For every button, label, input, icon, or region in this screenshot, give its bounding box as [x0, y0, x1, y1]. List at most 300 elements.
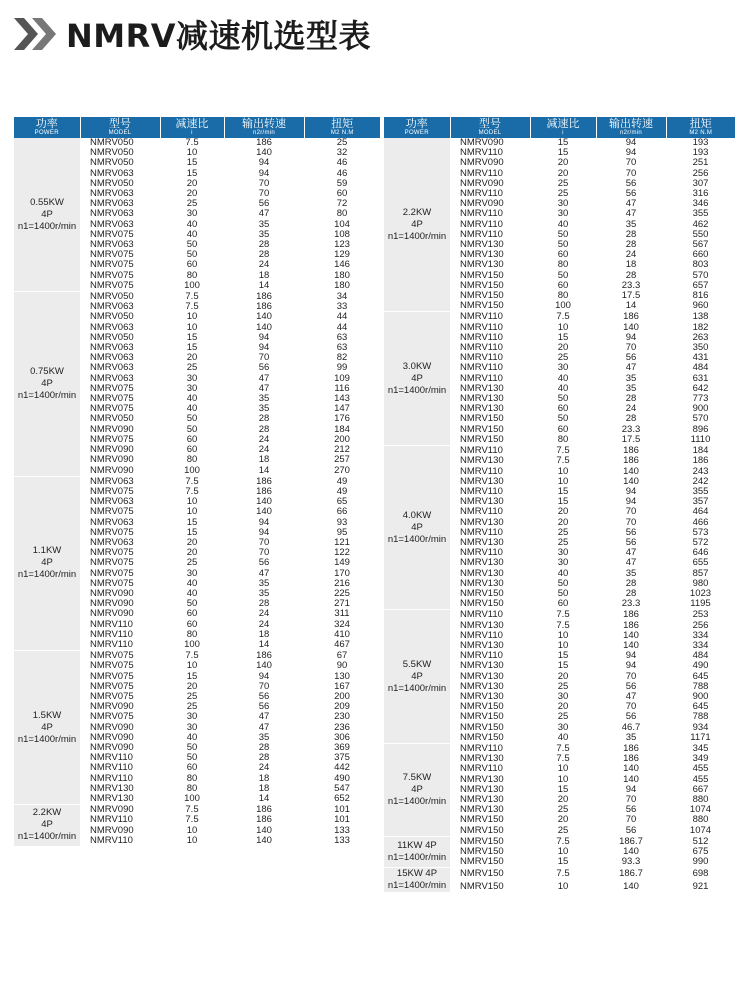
power-group-cell: [14, 805, 80, 846]
ratio-cell: 60: [530, 404, 596, 414]
model-cell: NMRV130: [460, 620, 504, 631]
ratio-cell: 7.5: [530, 312, 596, 323]
table-row: [384, 446, 735, 457]
model-cell: NMRV110: [450, 467, 530, 477]
ratio-cell: 30: [160, 384, 224, 394]
model-cell: NMRV150: [450, 712, 530, 722]
model-cell: NMRV050: [90, 332, 134, 343]
ratio-cell: 80: [530, 260, 596, 270]
torque-cell: 34: [304, 292, 380, 303]
speed-cell: 28: [224, 753, 304, 763]
speed-cell: 47: [625, 209, 637, 220]
power-group-cell: [14, 138, 80, 292]
model-cell: NMRV075: [80, 487, 160, 497]
model-cell: NMRV150: [460, 847, 504, 858]
model-cell: NMRV063: [80, 220, 160, 230]
power-label: 2.2KW: [32, 807, 62, 819]
ratio-cell: 30: [557, 722, 569, 733]
ratio-cell: 40: [530, 569, 596, 579]
torque-cell: 108: [334, 229, 350, 240]
ratio-cell: 25: [557, 681, 569, 692]
speed-cell: 47: [625, 558, 637, 569]
power-group-cell: [384, 312, 450, 446]
model-cell: NMRV150: [460, 270, 504, 281]
torque-cell: 1195: [690, 599, 711, 610]
torque-cell: 660: [692, 250, 709, 261]
speed-cell: 56: [224, 692, 304, 702]
power-label: 1.1KW: [32, 545, 62, 557]
ratio-cell: 50: [160, 425, 224, 435]
speed-cell: 47: [224, 569, 304, 579]
torque-cell: 645: [692, 702, 709, 713]
model-cell: NMRV075: [80, 651, 160, 662]
model-cell: NMRV130: [460, 578, 504, 589]
speed-cell: 17.5: [621, 291, 641, 302]
speed-cell: 56: [625, 681, 637, 692]
ratio-cell: 30: [530, 199, 596, 209]
speed-cell: 14: [224, 794, 304, 805]
ratio-cell: 20: [557, 702, 569, 713]
torque-cell: 900: [666, 404, 735, 414]
ratio-cell: 100: [160, 466, 224, 477]
power-label: 4P: [411, 218, 423, 230]
torque-cell: 230: [304, 712, 380, 722]
ratio-cell: 80: [186, 270, 198, 281]
speed-cell: 186: [224, 302, 304, 312]
ratio-cell: 10: [186, 497, 198, 508]
torque-cell: 442: [334, 763, 350, 774]
ratio-cell: 10: [530, 467, 596, 477]
ratio-cell: 40: [186, 578, 198, 589]
model-cell: NMRV050: [90, 414, 134, 425]
speed-cell: 56: [596, 179, 666, 189]
model-cell: NMRV130: [460, 476, 504, 487]
ratio-cell: 10: [557, 847, 569, 858]
torque-cell: 25: [304, 138, 380, 148]
model-cell: NMRV110: [450, 363, 530, 373]
power-label: 15KW 4P: [396, 868, 438, 880]
torque-cell: 186: [692, 456, 709, 467]
torque-cell: 369: [334, 742, 350, 753]
model-cell: NMRV130: [450, 384, 530, 394]
speed-cell: 23.3: [621, 599, 641, 610]
speed-cell: 35: [224, 733, 304, 743]
torque-cell: 466: [692, 517, 709, 528]
model-cell: NMRV130: [450, 260, 530, 270]
speed-cell: 56: [258, 558, 270, 569]
torque-cell: 462: [666, 220, 735, 230]
ratio-cell: 60: [186, 763, 198, 774]
model-cell: NMRV130: [460, 250, 504, 261]
torque-cell: 934: [692, 722, 709, 733]
model-cell: NMRV075: [90, 434, 134, 445]
torque-cell: 1110: [690, 434, 711, 445]
ratio-cell: 20: [186, 681, 198, 692]
ratio-cell: 25: [557, 353, 569, 364]
torque-cell: 182: [666, 323, 735, 333]
speed-cell: 94: [596, 651, 666, 661]
model-cell: NMRV130: [450, 754, 530, 764]
ratio-cell: 100: [160, 281, 224, 292]
ratio-cell: 7.5: [160, 302, 224, 312]
power-label: 11KW 4P: [397, 840, 437, 852]
model-cell: NMRV150: [450, 815, 530, 825]
speed-cell: 94: [224, 343, 304, 353]
table-row: [384, 743, 735, 754]
torque-cell: 1171: [666, 733, 735, 744]
model-cell: NMRV130: [460, 784, 504, 795]
torque-cell: 146: [304, 260, 380, 270]
model-cell: NMRV075: [80, 281, 160, 292]
model-cell: NMRV050: [90, 312, 134, 323]
power-group-cell: [384, 446, 450, 610]
table-divider: [381, 117, 382, 967]
ratio-cell: 40: [186, 394, 198, 405]
speed-cell: 47: [224, 712, 304, 722]
power-group-cell: [384, 138, 450, 312]
torque-cell: 149: [334, 558, 350, 569]
ratio-cell: 7.5: [160, 138, 224, 148]
ratio-cell: 7.5: [556, 456, 570, 467]
speed-cell: 18: [224, 774, 304, 784]
ratio-cell: 30: [160, 569, 224, 579]
speed-cell: 14: [224, 281, 304, 292]
header-power: 功率 POWER: [14, 117, 80, 138]
ratio-cell: 40: [160, 404, 224, 414]
ratio-cell: 100: [160, 794, 224, 805]
ratio-cell: 7.5: [530, 446, 596, 457]
model-cell: NMRV110: [450, 610, 530, 621]
ratio-cell: 10: [186, 148, 198, 159]
ratio-cell: 10: [530, 631, 596, 641]
model-cell: NMRV110: [460, 168, 503, 179]
torque-cell: 896: [666, 425, 735, 435]
speed-cell: 28: [625, 229, 637, 240]
speed-cell: 93.3: [596, 857, 666, 868]
ratio-cell: 20: [186, 537, 198, 548]
model-cell: NMRV150: [450, 857, 530, 868]
power-label: 4P: [411, 521, 423, 533]
torque-cell: 66: [304, 507, 380, 517]
torque-cell: 1074: [689, 825, 712, 836]
power-label: 4P: [411, 783, 423, 795]
model-cell: NMRV130: [450, 404, 530, 414]
torque-cell: 184: [666, 446, 735, 457]
model-cell: NMRV150: [450, 733, 530, 744]
model-cell: NMRV110: [460, 764, 503, 775]
torque-cell: 645: [666, 672, 735, 682]
model-cell: NMRV063: [90, 168, 134, 179]
model-cell: NMRV063: [90, 373, 134, 384]
ratio-cell: 20: [186, 189, 198, 200]
speed-cell: 47: [596, 548, 666, 558]
torque-cell: 349: [666, 754, 735, 764]
speed-cell: 14: [596, 301, 666, 312]
model-cell: NMRV090: [450, 179, 530, 189]
speed-cell: 70: [596, 158, 666, 168]
speed-cell: 140: [256, 661, 272, 672]
model-cell: NMRV063: [90, 517, 134, 528]
table-header-row: [14, 117, 380, 138]
model-cell: NMRV150: [460, 825, 504, 836]
ratio-cell: 50: [186, 599, 198, 610]
speed-cell: 28: [596, 589, 666, 599]
speed-cell: 18: [258, 455, 270, 466]
speed-cell: 140: [596, 323, 666, 333]
table-row: [14, 805, 380, 816]
model-cell: NMRV110: [450, 631, 530, 641]
header-ratio: 减速比 i: [160, 117, 224, 138]
speed-cell: 94: [625, 661, 637, 672]
torque-cell: 570: [692, 414, 709, 425]
model-cell: NMRV110: [450, 323, 530, 333]
torque-cell: 129: [334, 250, 350, 261]
model-cell: NMRV130: [450, 692, 530, 702]
torque-cell: 82: [336, 353, 348, 364]
torque-cell: 921: [666, 881, 735, 893]
power-label: n1=1400r/min: [387, 852, 447, 864]
speed-cell: 47: [258, 209, 270, 220]
page-header: [12, 10, 371, 58]
speed-cell: 56: [625, 353, 637, 364]
torque-cell: 63: [336, 332, 348, 343]
model-cell: NMRV075: [90, 578, 134, 589]
ratio-cell: 40: [160, 220, 224, 230]
speed-cell: 70: [596, 672, 666, 682]
model-cell: NMRV130: [460, 497, 504, 508]
speed-cell: 24: [224, 260, 304, 270]
torque-cell: 101: [304, 805, 380, 816]
power-label: 4P: [41, 377, 53, 389]
power-group-cell: [14, 651, 80, 805]
speed-cell: 94: [625, 497, 637, 508]
power-label: 4P: [41, 721, 53, 733]
speed-cell: 56: [596, 712, 666, 722]
model-cell: NMRV090: [80, 425, 160, 435]
torque-cell: 788: [692, 681, 709, 692]
speed-cell: 186: [596, 312, 666, 323]
torque-cell: 116: [304, 384, 380, 394]
torque-cell: 270: [304, 466, 380, 477]
speed-cell: 94: [625, 148, 637, 159]
speed-cell: 186: [596, 754, 666, 764]
ratio-cell: 10: [160, 507, 224, 517]
ratio-cell: 7.5: [160, 476, 224, 487]
torque-cell: 176: [334, 414, 350, 425]
model-cell: NMRV150: [460, 702, 504, 713]
ratio-cell: 30: [530, 692, 596, 702]
ratio-cell: 80: [557, 291, 569, 302]
speed-cell: 140: [623, 764, 639, 775]
torque-cell: 960: [666, 301, 735, 312]
speed-cell: 35: [258, 229, 270, 240]
torque-cell: 467: [334, 639, 350, 650]
table-row: [14, 292, 380, 303]
power-label: 5.5KW: [402, 658, 432, 670]
ratio-cell: 40: [530, 220, 596, 230]
model-cell: NMRV110: [460, 148, 503, 159]
ratio-cell: 7.5: [530, 836, 596, 847]
table-row: [14, 651, 380, 662]
ratio-cell: 25: [160, 692, 224, 702]
model-cell: NMRV110: [450, 343, 530, 353]
model-cell: NMRV110: [80, 630, 160, 640]
torque-cell: 675: [692, 847, 709, 858]
ratio-cell: 25: [530, 179, 596, 189]
model-cell: NMRV063: [90, 497, 134, 508]
speed-cell: 70: [258, 537, 270, 548]
ratio-cell: 20: [530, 795, 596, 805]
ratio-cell: 15: [530, 651, 596, 661]
ratio-cell: 25: [557, 537, 569, 548]
model-cell: NMRV075: [80, 528, 160, 538]
speed-cell: 46.7: [621, 722, 641, 733]
table-header-row: [384, 117, 735, 138]
power-label: 7.5KW: [402, 771, 432, 783]
speed-cell: 94: [258, 517, 270, 528]
speed-cell: 94: [596, 487, 666, 497]
torque-cell: 33: [304, 302, 380, 312]
power-group-cell: [14, 476, 80, 650]
ratio-cell: 40: [160, 733, 224, 743]
power-label: n1=1400r/min: [387, 880, 447, 892]
model-cell: NMRV075: [80, 692, 160, 702]
model-cell: NMRV063: [80, 199, 160, 209]
ratio-cell: 25: [557, 189, 569, 200]
model-cell: NMRV090: [90, 825, 134, 836]
torque-cell: 803: [666, 260, 735, 270]
model-cell: NMRV110: [450, 312, 530, 323]
speed-cell: 140: [256, 148, 272, 159]
speed-cell: 47: [258, 373, 270, 384]
torque-cell: 431: [692, 353, 709, 364]
speed-cell: 28: [596, 240, 666, 250]
torque-cell: 93: [336, 517, 348, 528]
left-selection-table: [14, 117, 380, 847]
torque-cell: 138: [666, 312, 735, 323]
ratio-cell: 60: [160, 445, 224, 455]
speed-cell: 186: [224, 805, 304, 816]
ratio-cell: 60: [530, 425, 596, 435]
model-cell: NMRV090: [90, 455, 134, 466]
power-label: 4.0KW: [402, 509, 432, 521]
model-cell: NMRV110: [80, 753, 160, 763]
model-cell: NMRV050: [80, 158, 160, 168]
speed-cell: 140: [623, 640, 639, 651]
speed-cell: 140: [224, 323, 304, 333]
speed-cell: 70: [596, 343, 666, 353]
torque-cell: 484: [666, 363, 735, 373]
speed-cell: 186: [224, 138, 304, 148]
model-cell: NMRV110: [460, 209, 503, 220]
ratio-cell: 10: [186, 825, 198, 836]
ratio-cell: 20: [557, 168, 569, 179]
power-label: n1=1400r/min: [387, 384, 447, 396]
speed-cell: 94: [625, 332, 637, 343]
ratio-cell: 15: [186, 332, 198, 343]
model-cell: NMRV110: [80, 815, 160, 825]
power-label: n1=1400r/min: [17, 569, 77, 581]
speed-cell: 24: [224, 445, 304, 455]
ratio-cell: 7.5: [530, 868, 596, 881]
model-cell: NMRV075: [90, 681, 134, 692]
torque-cell: 773: [692, 394, 709, 405]
model-cell: NMRV110: [450, 743, 530, 754]
power-label: 2.2KW: [402, 206, 432, 218]
torque-cell: 464: [666, 507, 735, 517]
speed-cell: 35: [596, 569, 666, 579]
ratio-cell: 60: [160, 609, 224, 619]
speed-cell: 35: [258, 394, 270, 405]
ratio-cell: 30: [530, 548, 596, 558]
model-cell: NMRV130: [460, 805, 504, 816]
speed-cell: 140: [596, 467, 666, 477]
table-row: [384, 138, 735, 148]
ratio-cell: 20: [530, 672, 596, 682]
ratio-cell: 30: [557, 209, 569, 220]
ratio-cell: 50: [186, 250, 198, 261]
ratio-cell: 7.5: [530, 754, 596, 764]
right-selection-table: [384, 117, 735, 893]
ratio-cell: 10: [160, 323, 224, 333]
torque-cell: 1074: [689, 805, 712, 816]
model-cell: NMRV130: [450, 240, 530, 250]
ratio-cell: 15: [557, 784, 569, 795]
model-cell: NMRV110: [460, 373, 503, 384]
model-cell: NMRV130: [450, 569, 530, 579]
model-cell: NMRV090: [80, 589, 160, 599]
torque-cell: 193: [692, 148, 709, 159]
speed-cell: 28: [625, 578, 637, 589]
speed-cell: 140: [224, 507, 304, 517]
ratio-cell: 40: [530, 384, 596, 394]
torque-cell: 44: [336, 312, 348, 323]
power-label: n1=1400r/min: [17, 733, 77, 745]
model-cell: NMRV090: [450, 199, 530, 209]
ratio-cell: 40: [557, 373, 569, 384]
torque-cell: 49: [304, 476, 380, 487]
ratio-cell: 7.5: [530, 743, 596, 754]
model-cell: NMRV090: [90, 742, 134, 753]
torque-cell: 990: [666, 857, 735, 868]
model-cell: NMRV110: [460, 229, 503, 240]
speed-cell: 35: [224, 220, 304, 230]
model-cell: NMRV110: [450, 528, 530, 538]
ratio-cell: 50: [557, 578, 569, 589]
torque-cell: 655: [692, 558, 709, 569]
speed-cell: 140: [623, 847, 639, 858]
power-label: 4P: [41, 208, 53, 220]
torque-cell: 311: [304, 609, 380, 619]
ratio-cell: 15: [557, 148, 569, 159]
power-label: 3.0KW: [402, 360, 432, 372]
model-cell: NMRV110: [80, 774, 160, 784]
model-cell: NMRV110: [450, 507, 530, 517]
ratio-cell: 25: [557, 825, 569, 836]
model-cell: NMRV130: [460, 517, 504, 528]
ratio-cell: 80: [186, 783, 198, 794]
torque-cell: 59: [304, 179, 380, 189]
ratio-cell: 50: [186, 742, 198, 753]
ratio-cell: 20: [530, 815, 596, 825]
torque-cell: 63: [304, 343, 380, 353]
model-cell: NMRV063: [90, 209, 134, 220]
torque-cell: 980: [692, 578, 709, 589]
speed-cell: 24: [224, 609, 304, 619]
ratio-cell: 80: [557, 434, 569, 445]
ratio-cell: 80: [186, 455, 198, 466]
ratio-cell: 40: [160, 589, 224, 599]
